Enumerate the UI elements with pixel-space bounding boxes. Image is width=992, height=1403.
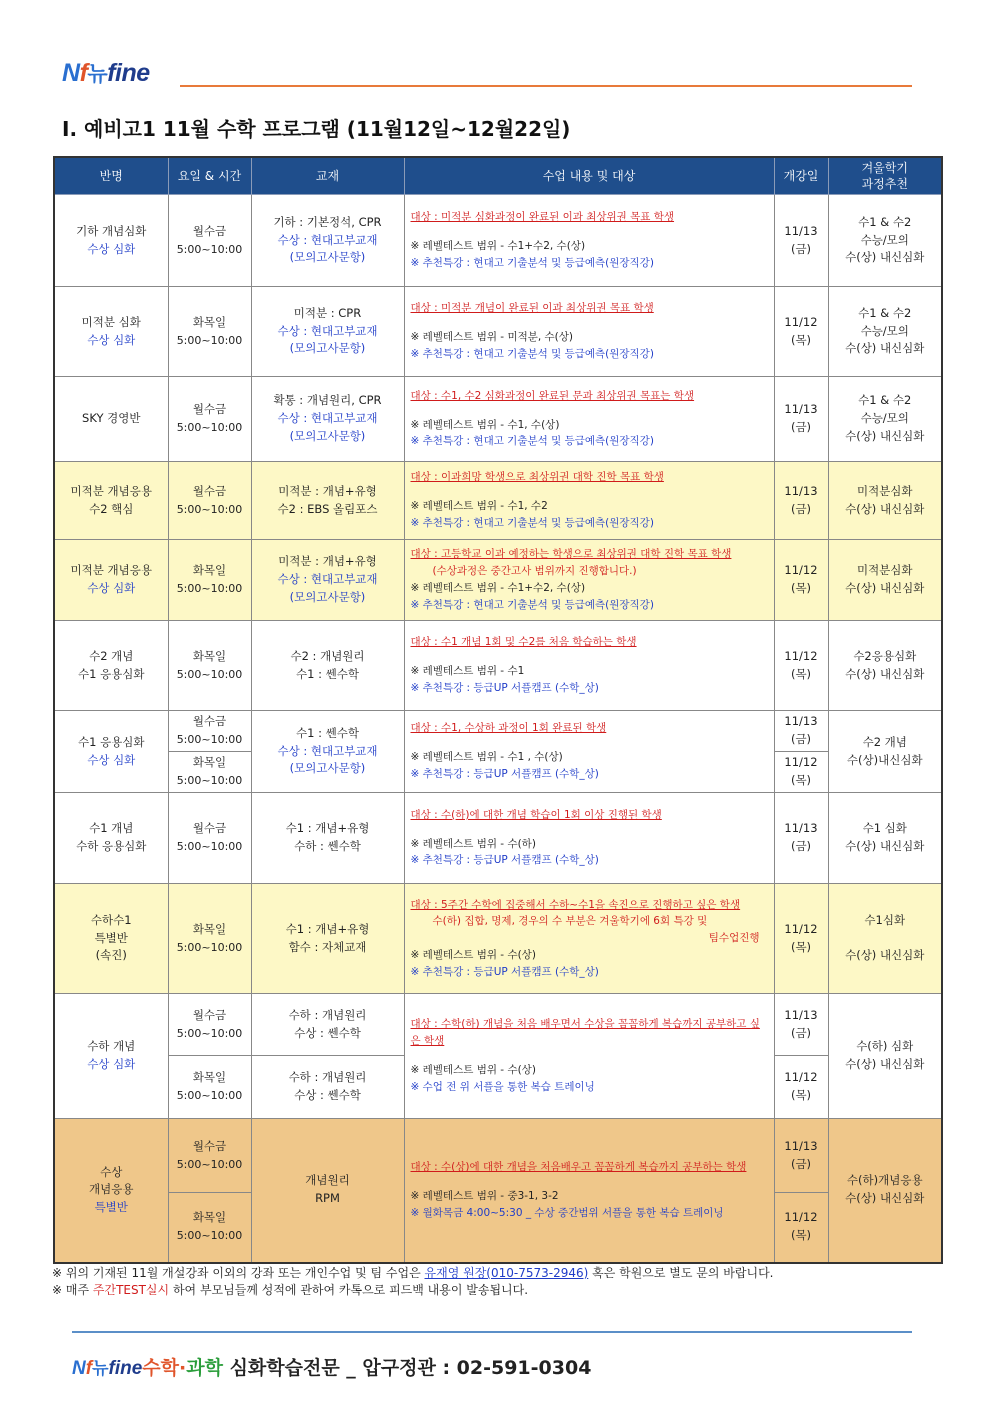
footer-divider [72, 1331, 912, 1333]
open-date: 11/13 (금) [774, 793, 828, 884]
open-date: 11/12 (목) [774, 1193, 828, 1263]
description: 대상 : 수1, 수2 심화과정이 완료된 문과 최상위권 목표는 학생 ※ 레벨테스트 범위 - 수1, 수(상) ※ 추천특강 : 현대고 기출분석 및 등급예측(원장직강) [404, 377, 774, 462]
col-day-time: 요일 & 시간 [168, 157, 251, 195]
day-time: 월수금 5:00~10:00 [168, 195, 251, 287]
description: 대상 : 5주간 수학에 집중해서 수하~수1을 속진으로 진행하고 싶은 학생 수(하) 집합, 명제, 경우의 수 부분은 겨울학기에 6회 특강 및 팀수업진행 ※ 레벨테스트 범위 - 수(상) ※ 추천특강 : 등급UP 서플캠프 (수학_상) [404, 884, 774, 994]
table-row [54, 462, 942, 540]
description: 대상 : 수1 개념 1회 및 수2를 처음 학습하는 학생 ※ 레벨테스트 범위 - 수1 ※ 추천특강 : 등급UP 서플캠프 (수학_상) [404, 621, 774, 711]
brand-logo: Nf뉴fine [62, 59, 150, 87]
recommend: 수2응용심화 수(상) 내신심화 [828, 621, 942, 711]
table-row [54, 621, 942, 711]
day-time: 화목일 5:00~10:00 [168, 540, 251, 621]
note-contact: ※ 위의 기재된 11월 개설강좌 이외의 강좌 또는 개인수업 및 팀 수업은 유재영 원장(010-7573-2946) 혹은 학원으로 별도 문의 바랍니다. [52, 1266, 774, 1280]
book: 개념원리 RPM [251, 1119, 404, 1263]
day-time: 화목일 5:00~10:00 [168, 1193, 251, 1263]
book: 확통 : 개념원리, CPR 수상 : 현대고부교재 (모의고사문항) [251, 377, 404, 462]
footer-brand: Nf뉴fine수학·과학 심화학습전문 _ 압구정관 : 02-591-0304 [72, 1357, 592, 1379]
table-row [54, 1119, 942, 1193]
col-description: 수업 내용 및 대상 [404, 157, 774, 195]
open-date: 11/12 (목) [774, 287, 828, 377]
table-header-row [54, 157, 942, 195]
description: 대상 : 수1, 수상하 과정이 1회 완료된 학생 ※ 레벨테스트 범위 - 수1 , 수(상) ※ 추천특강 : 등급UP 서플캠프 (수학_상) [404, 711, 774, 793]
footnotes [52, 1265, 932, 1300]
book: 수1 : 쎈수학 수상 : 현대고부교재 (모의고사문항) [251, 711, 404, 793]
contact-link[interactable]: 유재영 원장(010-7573-2946) [424, 1266, 589, 1280]
table-row [54, 884, 942, 994]
day-time: 월수금 5:00~10:00 [168, 377, 251, 462]
day-time: 화목일 5:00~10:00 [168, 752, 251, 793]
recommend: 수(하) 심화 수(상) 내신심화 [828, 994, 942, 1119]
open-date: 11/12 (목) [774, 540, 828, 621]
class-name: 미적분 개념응용 수2 핵심 [54, 462, 168, 540]
recommend: 수1 & 수2 수능/모의 수(상) 내신심화 [828, 287, 942, 377]
table-row [54, 287, 942, 377]
book: 미적분 : 개념+유형 수상 : 현대고부교재 (모의고사문항) [251, 540, 404, 621]
open-date: 11/12 (목) [774, 621, 828, 711]
description: 대상 : 미적분 개념이 완료된 이과 최상위권 목표 학생 ※ 레벨테스트 범위 - 미적분, 수(상) ※ 추천특강 : 현대고 기출분석 및 등급예측(원장직강) [404, 287, 774, 377]
day-time: 월수금 5:00~10:00 [168, 793, 251, 884]
recommend: 수1 & 수2 수능/모의 수(상) 내신심화 [828, 377, 942, 462]
table-row [54, 540, 942, 621]
class-name: 미적분 심화 수상 심화 [54, 287, 168, 377]
class-name: 수하 개념 수상 심화 [54, 994, 168, 1119]
table-row [54, 994, 942, 1056]
description: 대상 : 이과희망 학생으로 최상위권 대학 진학 목표 학생 ※ 레벨테스트 범위 - 수1, 수2 ※ 추천특강 : 현대고 기출분석 및 등급예측(원장직강) [404, 462, 774, 540]
day-time: 월수금 5:00~10:00 [168, 711, 251, 752]
col-class-name: 반명 [54, 157, 168, 195]
class-name: 수1 개념 수하 응용심화 [54, 793, 168, 884]
col-open-date: 개강일 [774, 157, 828, 195]
recommend: 수1 & 수2 수능/모의 수(상) 내신심화 [828, 195, 942, 287]
day-time: 월수금 5:00~10:00 [168, 1119, 251, 1193]
recommend: 수(하)개념응용 수(상) 내신심화 [828, 1119, 942, 1263]
open-date: 11/13 (금) [774, 711, 828, 752]
table-row [54, 195, 942, 287]
program-table [53, 156, 943, 1264]
book: 수1 : 개념+유형 수하 : 쎈수학 [251, 793, 404, 884]
header-divider [180, 85, 912, 87]
class-name: 수상 개념응용 특별반 [54, 1119, 168, 1263]
day-time: 월수금 5:00~10:00 [168, 462, 251, 540]
open-date: 11/13 (금) [774, 195, 828, 287]
note-weekly-test: ※ 매주 주간TEST실시 하여 부모님들께 성적에 관하여 카톡으로 피드백 내용이 발송됩니다. [52, 1283, 529, 1298]
book: 수1 : 개념+유형 함수 : 자체교재 [251, 884, 404, 994]
book: 미적분 : 개념+유형 수2 : EBS 올림포스 [251, 462, 404, 540]
open-date: 11/13 (금) [774, 462, 828, 540]
book: 기하 : 기본정석, CPR 수상 : 현대고부교재 (모의고사문항) [251, 195, 404, 287]
recommend: 수1심화 수(상) 내신심화 [828, 884, 942, 994]
description: 대상 : 미적분 심화과정이 완료된 이과 최상위권 목표 학생 ※ 레벨테스트 범위 - 수1+수2, 수(상) ※ 추천특강 : 현대고 기출분석 및 등급예측(원장직강) [404, 195, 774, 287]
description: 대상 : 수학(하) 개념을 처음 배우면서 수상을 꼼꼼하게 복습까지 공부하고 싶은 학생 ※ 레벨테스트 범위 - 수(상) ※ 수업 전 위 서플을 통한 복습 트레이닝 [404, 994, 774, 1119]
recommend: 수1 심화 수(상) 내신심화 [828, 793, 942, 884]
description: 대상 : 수(하)에 대한 개념 학습이 1회 이상 진행된 학생 ※ 레벨테스트 범위 - 수(하) ※ 추천특강 : 등급UP 서플캠프 (수학_상) [404, 793, 774, 884]
description: 대상 : 고등학교 이과 예정하는 학생으로 최상위권 대학 진학 목표 학생 (수상과정은 중간고사 범위까지 진행합니다.) ※ 레벨테스트 범위 - 수1+수2, 수(상) ※ 추천특강 : 현대고 기출분석 및 등급예측(원장직강) [404, 540, 774, 621]
book: 수하 : 개념원리 수상 : 쎈수학 [251, 1056, 404, 1119]
day-time: 화목일 5:00~10:00 [168, 621, 251, 711]
day-time: 화목일 5:00~10:00 [168, 1056, 251, 1119]
open-date: 11/13 (금) [774, 1119, 828, 1193]
page-title: Ⅰ. 예비고1 11월 수학 프로그램 (11월12일~12월22일) [62, 117, 571, 141]
recommend: 수2 개념 수(상)내신심화 [828, 711, 942, 793]
recommend: 미적분심화 수(상) 내신심화 [828, 462, 942, 540]
class-name: 미적분 개념응용 수상 심화 [54, 540, 168, 621]
class-name: SKY 경영반 [54, 377, 168, 462]
class-name: 수2 개념 수1 응용심화 [54, 621, 168, 711]
open-date: 11/12 (목) [774, 884, 828, 994]
table-row [54, 377, 942, 462]
class-name: 기하 개념심화 수상 심화 [54, 195, 168, 287]
book: 미적분 : CPR 수상 : 현대고부교재 (모의고사문항) [251, 287, 404, 377]
page-header [62, 58, 912, 98]
open-date: 11/12 (목) [774, 752, 828, 793]
day-time: 월수금 5:00~10:00 [168, 994, 251, 1056]
open-date: 11/12 (목) [774, 1056, 828, 1119]
table-row [54, 711, 942, 752]
open-date: 11/13 (금) [774, 377, 828, 462]
day-time: 화목일 5:00~10:00 [168, 884, 251, 994]
col-book: 교재 [251, 157, 404, 195]
description: 대상 : 수(상)에 대한 개념을 처음배우고 꼼꼼하게 복습까지 공부하는 학생 ※ 레벨테스트 범위 - 중3-1, 3-2 ※ 월화목금 4:00~5:30 _ 수상 중간범위 서플을 통한 복습 트레이닝 [404, 1119, 774, 1263]
day-time: 화목일 5:00~10:00 [168, 287, 251, 377]
recommend: 미적분심화 수(상) 내신심화 [828, 540, 942, 621]
open-date: 11/13 (금) [774, 994, 828, 1056]
col-recommend: 겨울학기 과정추천 [828, 157, 942, 195]
book: 수하 : 개념원리 수상 : 쎈수학 [251, 994, 404, 1056]
class-name: 수하수1 특별반 (속진) [54, 884, 168, 994]
book: 수2 : 개념원리 수1 : 쎈수학 [251, 621, 404, 711]
class-name: 수1 응용심화 수상 심화 [54, 711, 168, 793]
table-row [54, 793, 942, 884]
